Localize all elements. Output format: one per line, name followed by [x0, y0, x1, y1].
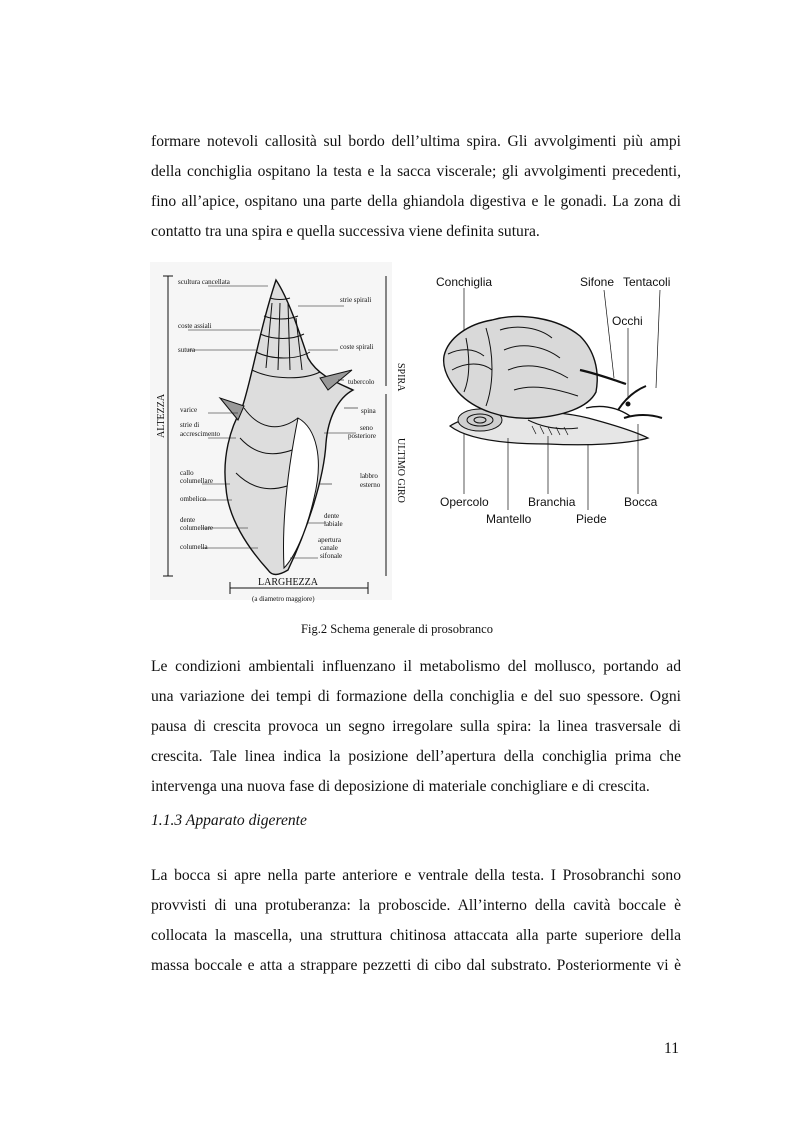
- label-spira: SPIRA: [395, 363, 406, 392]
- figure-prosobranch-schema: [148, 258, 684, 608]
- label-callo-2: columellare: [180, 477, 214, 485]
- label-dente-col-2: columellare: [180, 524, 214, 532]
- label-tubercolo: tubercolo: [348, 378, 375, 386]
- text-line: contatto tra una spira e quella successiva viene definita sutura.: [151, 223, 540, 240]
- label-strie-acc-2: accrescimento: [180, 430, 221, 438]
- label-callo-1: callo: [180, 469, 194, 477]
- figure-illustration: [148, 258, 684, 608]
- text-line: La bocca si apre nella parte anteriore e ventrale della testa. I Prosobranchi sono: [151, 867, 681, 884]
- label-coste-assiali: coste assiali: [178, 322, 212, 330]
- label-coste-spirali: coste spirali: [340, 343, 374, 351]
- paragraph-environmental-conditions: [151, 652, 681, 802]
- label-conchiglia: Conchiglia: [436, 275, 493, 289]
- label-altezza: ALTEZZA: [156, 393, 167, 438]
- label-sutura: sutura: [178, 346, 196, 354]
- text-line: crescita. Tale linea indica la posizione dell’apertura della conchiglia prima che: [151, 748, 681, 765]
- figure-caption: Fig.2 Schema generale di prosobranco: [301, 622, 493, 636]
- label-larghezza: LARGHEZZA: [258, 577, 318, 588]
- label-opercolo: Opercolo: [440, 495, 489, 509]
- text-line: della conchiglia ospitano la testa e la sacca viscerale; gli avvolgimenti precedenti,: [151, 163, 681, 180]
- label-tentacoli: Tentacoli: [623, 275, 671, 289]
- paragraph-digestive-system: [151, 861, 681, 981]
- label-dente-lab-1: dente: [324, 512, 340, 520]
- label-sifone: Sifone: [580, 275, 615, 289]
- label-strie-acc-1: strie di: [180, 421, 200, 429]
- label-apertura-1: apertura: [318, 536, 341, 544]
- text-line: formare notevoli callosità sul bordo dell’ultima spira. Gli avvolgimenti più ampi: [151, 133, 681, 150]
- text-line: provvisti di una protuberanza: la proboscide. All’interno della cavità boccale è: [151, 897, 681, 914]
- label-diametro: (a diametro maggiore): [252, 595, 315, 603]
- label-spina: spina: [361, 407, 376, 415]
- label-branchia: Branchia: [528, 495, 576, 509]
- label-columella: columella: [180, 543, 208, 551]
- text-line: intervenga una nuova fase di deposizione di materiale conchigliare e di crescita.: [151, 778, 650, 795]
- label-occhi: Occhi: [612, 314, 643, 328]
- page-number: 11: [664, 1040, 680, 1057]
- paragraph-shell-structure: [151, 127, 681, 247]
- text-line: Le condizioni ambientali influenzano il metabolismo del mollusco, portando ad: [151, 658, 681, 675]
- label-dente-lab-2: labiale: [324, 520, 343, 528]
- text-line: collocata la mascella, una struttura chitinosa attaccata alla parte superiore della: [151, 927, 681, 944]
- label-apertura-2: canale: [320, 544, 338, 552]
- label-bocca: Bocca: [624, 495, 658, 509]
- label-dente-col-1: dente: [180, 516, 196, 524]
- label-piede: Piede: [576, 512, 607, 526]
- label-strie-spirali: strie spirali: [340, 296, 372, 304]
- section-heading: 1.1.3 Apparato digerente: [151, 812, 307, 829]
- label-ombelico: ombelico: [180, 495, 207, 503]
- text-line: fino all’apice, ospitano una parte della ghiandola digestiva e le gonadi. La zona di: [151, 193, 681, 210]
- label-apertura-3: sifonale: [320, 552, 343, 560]
- text-line: una variazione dei tempi di formazione della conchiglia e del suo spessore. Ogni: [151, 688, 681, 705]
- label-labbro-2: esterno: [360, 481, 381, 489]
- label-ultimo-giro: ULTIMO GIRO: [395, 438, 406, 503]
- label-scultura: scultura cancellata: [178, 278, 230, 286]
- label-mantello: Mantello: [486, 512, 532, 526]
- label-varice: varice: [180, 406, 198, 414]
- text-line: pausa di crescita provoca un segno irregolare sulla spira: la linea trasversale di: [151, 718, 681, 735]
- label-labbro-1: labbro: [360, 472, 378, 480]
- text-line: massa boccale e atta a strappare pezzetti di cibo dal substrato. Posteriormente vi è: [151, 957, 681, 974]
- label-seno-2: posteriore: [348, 432, 376, 440]
- label-seno-1: seno: [360, 424, 373, 432]
